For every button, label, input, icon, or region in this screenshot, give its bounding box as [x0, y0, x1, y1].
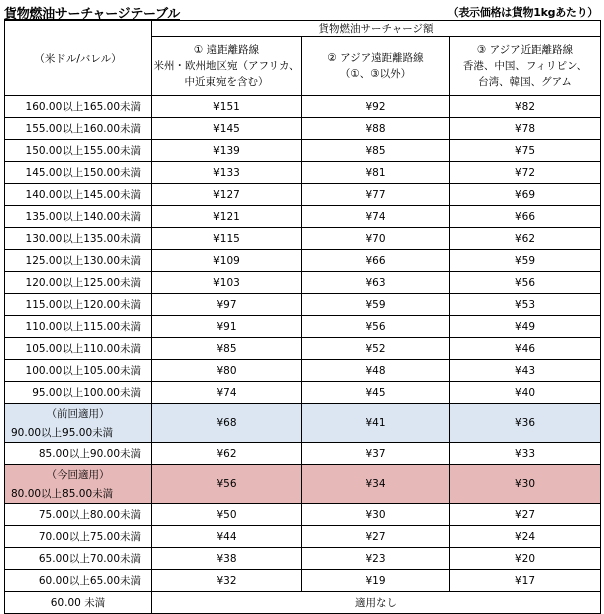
price-range-cell: 70.00以上75.00未満 [5, 526, 152, 548]
surcharge-asia-long: ¥74 [302, 206, 450, 228]
column-header-line: 台湾、韓国、グアム [478, 76, 572, 88]
table-row [5, 294, 601, 316]
table-row [5, 382, 601, 404]
table-row [5, 250, 601, 272]
surcharge-long-haul: ¥32 [152, 570, 302, 592]
column-header-line: 米州・欧州地区宛（アフリカ、 [153, 60, 300, 72]
surcharge-asia-short: ¥33 [450, 443, 601, 465]
column-header-line: 香港、中国、フィリピン、 [462, 60, 588, 72]
surcharge-long-haul: ¥44 [152, 526, 302, 548]
price-range-cell: 155.00以上160.00未満 [5, 118, 152, 140]
surcharge-asia-short: ¥30 [450, 465, 601, 504]
surcharge-asia-long: ¥85 [302, 140, 450, 162]
price-range-cell [5, 465, 152, 504]
price-range-cell: 145.00以上150.00未満 [5, 162, 152, 184]
surcharge-long-haul: ¥56 [152, 465, 302, 504]
surcharge-asia-short: ¥56 [450, 272, 601, 294]
price-range-cell: 115.00以上120.00未満 [5, 294, 152, 316]
table-row [5, 162, 601, 184]
surcharge-asia-long: ¥63 [302, 272, 450, 294]
surcharge-asia-long: ¥70 [302, 228, 450, 250]
surcharge-asia-short: ¥53 [450, 294, 601, 316]
surcharge-asia-short: ¥24 [450, 526, 601, 548]
column-header-line: ② アジア遠距離路線 [327, 52, 424, 64]
surcharge-asia-long: ¥19 [302, 570, 450, 592]
surcharge-long-haul: ¥139 [152, 140, 302, 162]
price-range-cell: 60.00以上65.00未満 [5, 570, 152, 592]
column-header-line: ① 遠距離路線 [193, 44, 260, 56]
price-range-cell: 65.00以上70.00未満 [5, 548, 152, 570]
price-range-cell: 60.00 未満 [5, 592, 152, 614]
table-row [5, 96, 601, 118]
price-range-cell: 120.00以上125.00未満 [5, 272, 152, 294]
surcharge-long-haul: ¥115 [152, 228, 302, 250]
price-range-text: 90.00以上95.00未満 [11, 427, 114, 439]
price-range-cell: 105.00以上110.00未満 [5, 338, 152, 360]
surcharge-asia-short: ¥46 [450, 338, 601, 360]
surcharge-asia-long: ¥48 [302, 360, 450, 382]
page-title: 貨物燃油サーチャージテーブル [4, 7, 180, 22]
column-header-line: 中近東宛を含む） [184, 76, 269, 88]
surcharge-asia-long: ¥30 [302, 504, 450, 526]
surcharge-long-haul: ¥74 [152, 382, 302, 404]
surcharge-asia-short: ¥17 [450, 570, 601, 592]
surcharge-asia-long: ¥23 [302, 548, 450, 570]
table-row [5, 184, 601, 206]
price-range-text: 80.00以上85.00未満 [11, 488, 114, 500]
surcharge-asia-short: ¥59 [450, 250, 601, 272]
table-row [5, 548, 601, 570]
surcharge-asia-long: ¥88 [302, 118, 450, 140]
surcharge-asia-short: ¥62 [450, 228, 601, 250]
surcharge-long-haul: ¥127 [152, 184, 302, 206]
surcharge-long-haul: ¥103 [152, 272, 302, 294]
price-range-cell: 150.00以上155.00未満 [5, 140, 152, 162]
surcharge-asia-short: ¥75 [450, 140, 601, 162]
price-range-cell: 135.00以上140.00未満 [5, 206, 152, 228]
surcharge-asia-short: ¥72 [450, 162, 601, 184]
column-header-line: ③ アジア近距離路線 [476, 44, 574, 56]
surcharge-long-haul: ¥121 [152, 206, 302, 228]
surcharge-asia-short: ¥20 [450, 548, 601, 570]
surcharge-asia-long: ¥77 [302, 184, 450, 206]
surcharge-long-haul: ¥85 [152, 338, 302, 360]
surcharge-long-haul: ¥38 [152, 548, 302, 570]
table-row [5, 504, 601, 526]
surcharge-asia-long: ¥41 [302, 404, 450, 443]
surcharge-asia-short: ¥78 [450, 118, 601, 140]
surcharge-asia-short: ¥69 [450, 184, 601, 206]
surcharge-table [4, 20, 601, 614]
price-range-cell: 160.00以上165.00未満 [5, 96, 152, 118]
surcharge-long-haul: ¥50 [152, 504, 302, 526]
surcharge-asia-short: ¥43 [450, 360, 601, 382]
surcharge-asia-long: ¥81 [302, 162, 450, 184]
surcharge-asia-short: ¥66 [450, 206, 601, 228]
price-range-cell: 140.00以上145.00未満 [5, 184, 152, 206]
surcharge-long-haul: ¥145 [152, 118, 302, 140]
price-range-cell: 85.00以上90.00未満 [5, 443, 152, 465]
table-row [5, 570, 601, 592]
surcharge-long-haul: ¥151 [152, 96, 302, 118]
surcharge-long-haul: ¥62 [152, 443, 302, 465]
table-row [5, 140, 601, 162]
surcharge-asia-long: ¥34 [302, 465, 450, 504]
surcharge-long-haul: ¥80 [152, 360, 302, 382]
surcharge-long-haul: ¥68 [152, 404, 302, 443]
table-row [5, 338, 601, 360]
table-row [5, 316, 601, 338]
table-row [5, 228, 601, 250]
price-range-cell: 130.00以上135.00未満 [5, 228, 152, 250]
table-row [5, 526, 601, 548]
surcharge-asia-long: ¥92 [302, 96, 450, 118]
not-applicable-cell: 適用なし [152, 592, 601, 614]
price-range-cell: 110.00以上115.00未満 [5, 316, 152, 338]
surcharge-long-haul: ¥133 [152, 162, 302, 184]
surcharge-asia-short: ¥82 [450, 96, 601, 118]
group-header: 貨物燃油サーチャージ額 [152, 21, 601, 37]
previous-label: （前回適用） [46, 408, 110, 420]
price-range-cell: 100.00以上105.00未満 [5, 360, 152, 382]
table-row [5, 360, 601, 382]
price-range-cell: 95.00以上100.00未満 [5, 382, 152, 404]
unit-note: （表示価格は貨物1kgあたり） [447, 6, 598, 19]
surcharge-asia-short: ¥49 [450, 316, 601, 338]
unit-header: （米ドル/バレル） [5, 21, 152, 96]
surcharge-long-haul: ¥91 [152, 316, 302, 338]
header-row-group [5, 21, 601, 37]
column-header-asia-short [450, 37, 601, 96]
surcharge-asia-short: ¥36 [450, 404, 601, 443]
surcharge-asia-short: ¥40 [450, 382, 601, 404]
surcharge-asia-long: ¥56 [302, 316, 450, 338]
surcharge-asia-long: ¥66 [302, 250, 450, 272]
price-range-cell [5, 404, 152, 443]
surcharge-asia-long: ¥45 [302, 382, 450, 404]
surcharge-asia-long: ¥59 [302, 294, 450, 316]
current-applied-row [5, 465, 601, 504]
price-range-cell: 75.00以上80.00未満 [5, 504, 152, 526]
column-header-asia-long [302, 37, 450, 96]
price-range-cell: 125.00以上130.00未満 [5, 250, 152, 272]
table-row [5, 272, 601, 294]
surcharge-asia-long: ¥37 [302, 443, 450, 465]
surcharge-long-haul: ¥109 [152, 250, 302, 272]
table-row [5, 118, 601, 140]
surcharge-asia-long: ¥27 [302, 526, 450, 548]
surcharge-asia-short: ¥27 [450, 504, 601, 526]
column-header-long-haul [152, 37, 302, 96]
column-header-line: （①、③以外） [339, 68, 412, 80]
table-row [5, 206, 601, 228]
surcharge-asia-long: ¥52 [302, 338, 450, 360]
surcharge-long-haul: ¥97 [152, 294, 302, 316]
previous-applied-row [5, 404, 601, 443]
table-row [5, 443, 601, 465]
current-label: （今回適用） [46, 469, 110, 481]
table-row-last [5, 592, 601, 614]
